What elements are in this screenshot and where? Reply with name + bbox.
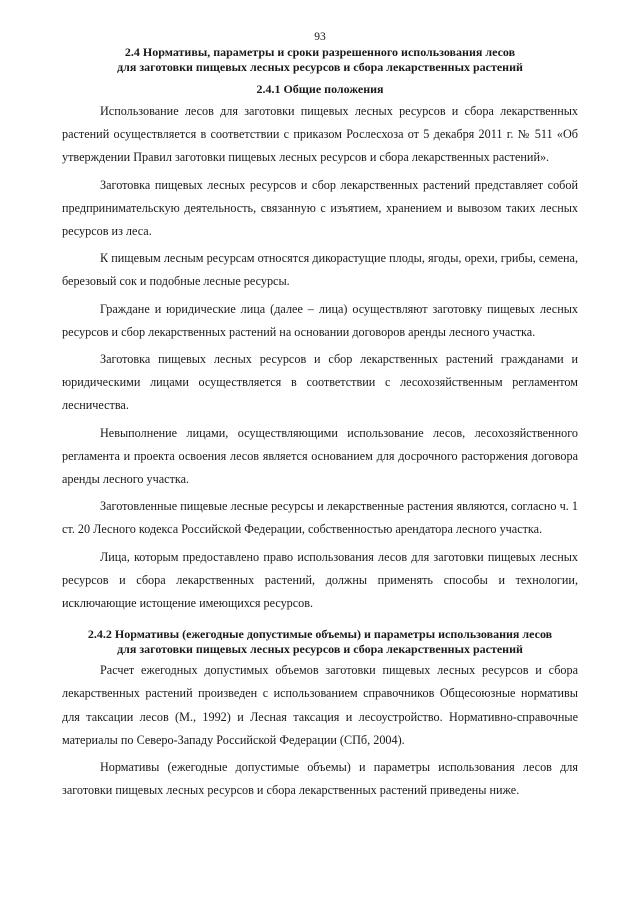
paragraph: К пищевым лесным ресурсам относятся дикорастущие плоды, ягоды, орехи, грибы, семена, березовый сок и подобные лесные ресурсы. — [62, 251, 578, 289]
paragraph: Заготовка пищевых лесных ресурсов и сбор лекарственных растений гражданами и юридическими лицами осуществляется в соответствии с лесохозяйственным регламентом лесничества. — [62, 352, 578, 413]
paragraph: Расчет ежегодных допустимых объемов заготовки пищевых лесных ресурсов и сбора лекарственных растений произведен с использованием справочников Общесоюзные нормативы для таксации лесов (М., 1992) и Лесная таксация и лесоустройство. Нормативно-справочные материалы по Северо-Западу Российской Федерации (СПб, 2004). — [62, 663, 578, 747]
subsection-heading-norms — [62, 627, 578, 657]
document-body — [62, 45, 578, 802]
page-number: 93 — [314, 31, 326, 43]
section-heading — [62, 45, 578, 75]
section-heading-line-2: для заготовки пищевых лесных ресурсов и сбора лекарственных растений — [117, 60, 523, 74]
subsection-heading-norms-line-2: для заготовки пищевых лесных ресурсов и сбора лекарственных растений — [117, 642, 523, 657]
paragraph: Нормативы (ежегодные допустимые объемы) и параметры использования лесов для заготовки пищевых лесных ресурсов и сбора лекарственных растений приведены ниже. — [62, 760, 578, 798]
subsection-heading-norms-line-1: 2.4.2 Нормативы (ежегодные допустимые объемы) и параметры использования лесов — [87, 627, 553, 642]
paragraph: Лица, которым предоставлено право использования лесов для заготовки пищевых лесных ресурсов и сбора лекарственных растений, должны применять способы и технологии, исключающие истощение имеющихся ресурсов. — [62, 549, 578, 611]
section-heading-line-1: 2.4 Нормативы, параметры и сроки разрешенного использования лесов — [124, 45, 516, 59]
paragraph: Граждане и юридические лица (далее – лица) осуществляют заготовку пищевых лесных ресурсов и сбор лекарственных растений на основании договоров аренды лесного участка. — [62, 301, 578, 339]
paragraph: Невыполнение лицами, осуществляющими использование лесов, лесохозяйственного регламента и проекта освоения лесов является основанием для досрочного расторжения договора аренды лесного участка. — [62, 425, 578, 487]
paragraph: Заготовка пищевых лесных ресурсов и сбор лекарственных растений представляет собой предпринимательскую деятельность, связанную с изъятием, хранением и вывозом таких лесных ресурсов из леса. — [62, 177, 578, 239]
paragraph: Заготовленные пищевые лесные ресурсы и лекарственные растения являются, согласно ч. 1 ст. 20 Лесного кодекса Российской Федерации, собственностью арендатора лесного участка. — [62, 499, 578, 537]
paragraph: Использование лесов для заготовки пищевых лесных ресурсов и сбора лекарственных растений осуществляется в соответствии с приказом Рослесхоза от 5 декабря 2011 г. № 511 «Об утверждении Правил заготовки пищевых лесных ресурсов и сбора лекарственных растений». — [62, 104, 578, 165]
subsection-heading-general: 2.4.1 Общие положения — [256, 82, 384, 96]
